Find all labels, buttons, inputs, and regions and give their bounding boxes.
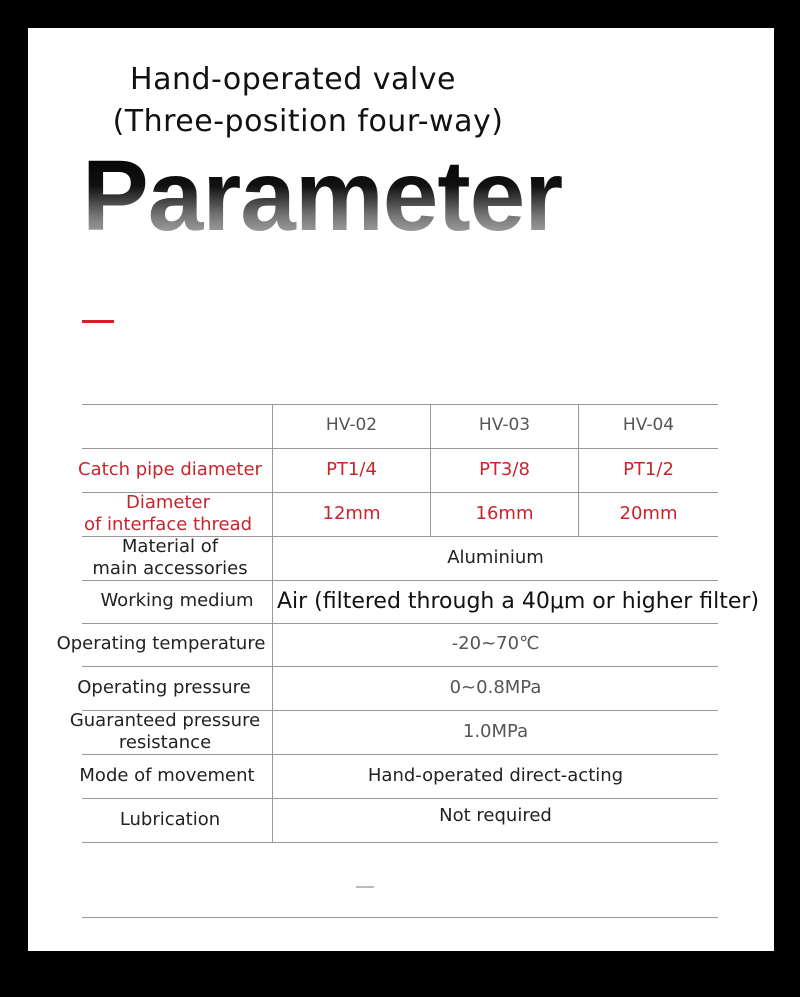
table-cell: PT1/2 [623,458,674,480]
page-title: Parameter [82,140,563,252]
subtitle-line-1: Hand-operated valve [130,62,456,97]
table-cell: 1.0MPa [462,720,529,742]
table-cell: 16mm [475,502,534,524]
row-label: Working medium [100,590,254,612]
column-header: HV-03 [478,415,531,436]
table-cell: PT1/4 [326,458,377,480]
table-cell: Aluminium [447,546,544,568]
row-label-line: resistance [118,732,212,753]
table-cell: 0~0.8MPa [449,676,542,698]
row-label: Catch pipe diameter [78,458,262,480]
row-label: Mode of movement [79,764,255,786]
table-cell: Hand-operated direct-acting [367,764,624,786]
table-cell: Air (filtered through a 40μm or higher filter) [276,588,760,614]
row-label [64,492,272,536]
column-header: HV-04 [622,415,675,436]
table-cell: PT3/8 [479,458,530,480]
row-label-line: Guaranteed pressure [69,709,261,731]
bottom-rule [82,917,718,918]
row-label-line: Material of [121,535,219,557]
table-cell: Not required [439,804,552,826]
subtitle-line-2: (Three-position four-way) [112,104,504,139]
spec-sheet [28,28,774,951]
row-label: Operating pressure [77,676,251,698]
decorative-dash [356,886,374,888]
row-label-line: Diameter [125,491,211,513]
table-cell: 20mm [619,502,678,524]
row-label: Operating temperature [56,633,266,655]
row-label: Lubrication [119,808,221,830]
table-rule [82,842,718,843]
accent-divider [82,320,114,323]
row-label [58,710,272,754]
column-header: HV-02 [325,415,378,436]
table-cell: 12mm [322,502,381,524]
row-label [68,536,272,580]
row-label-line: main accessories [92,558,248,579]
row-label-line: of interface thread [83,514,253,535]
table-cell: -20~70℃ [451,633,540,655]
